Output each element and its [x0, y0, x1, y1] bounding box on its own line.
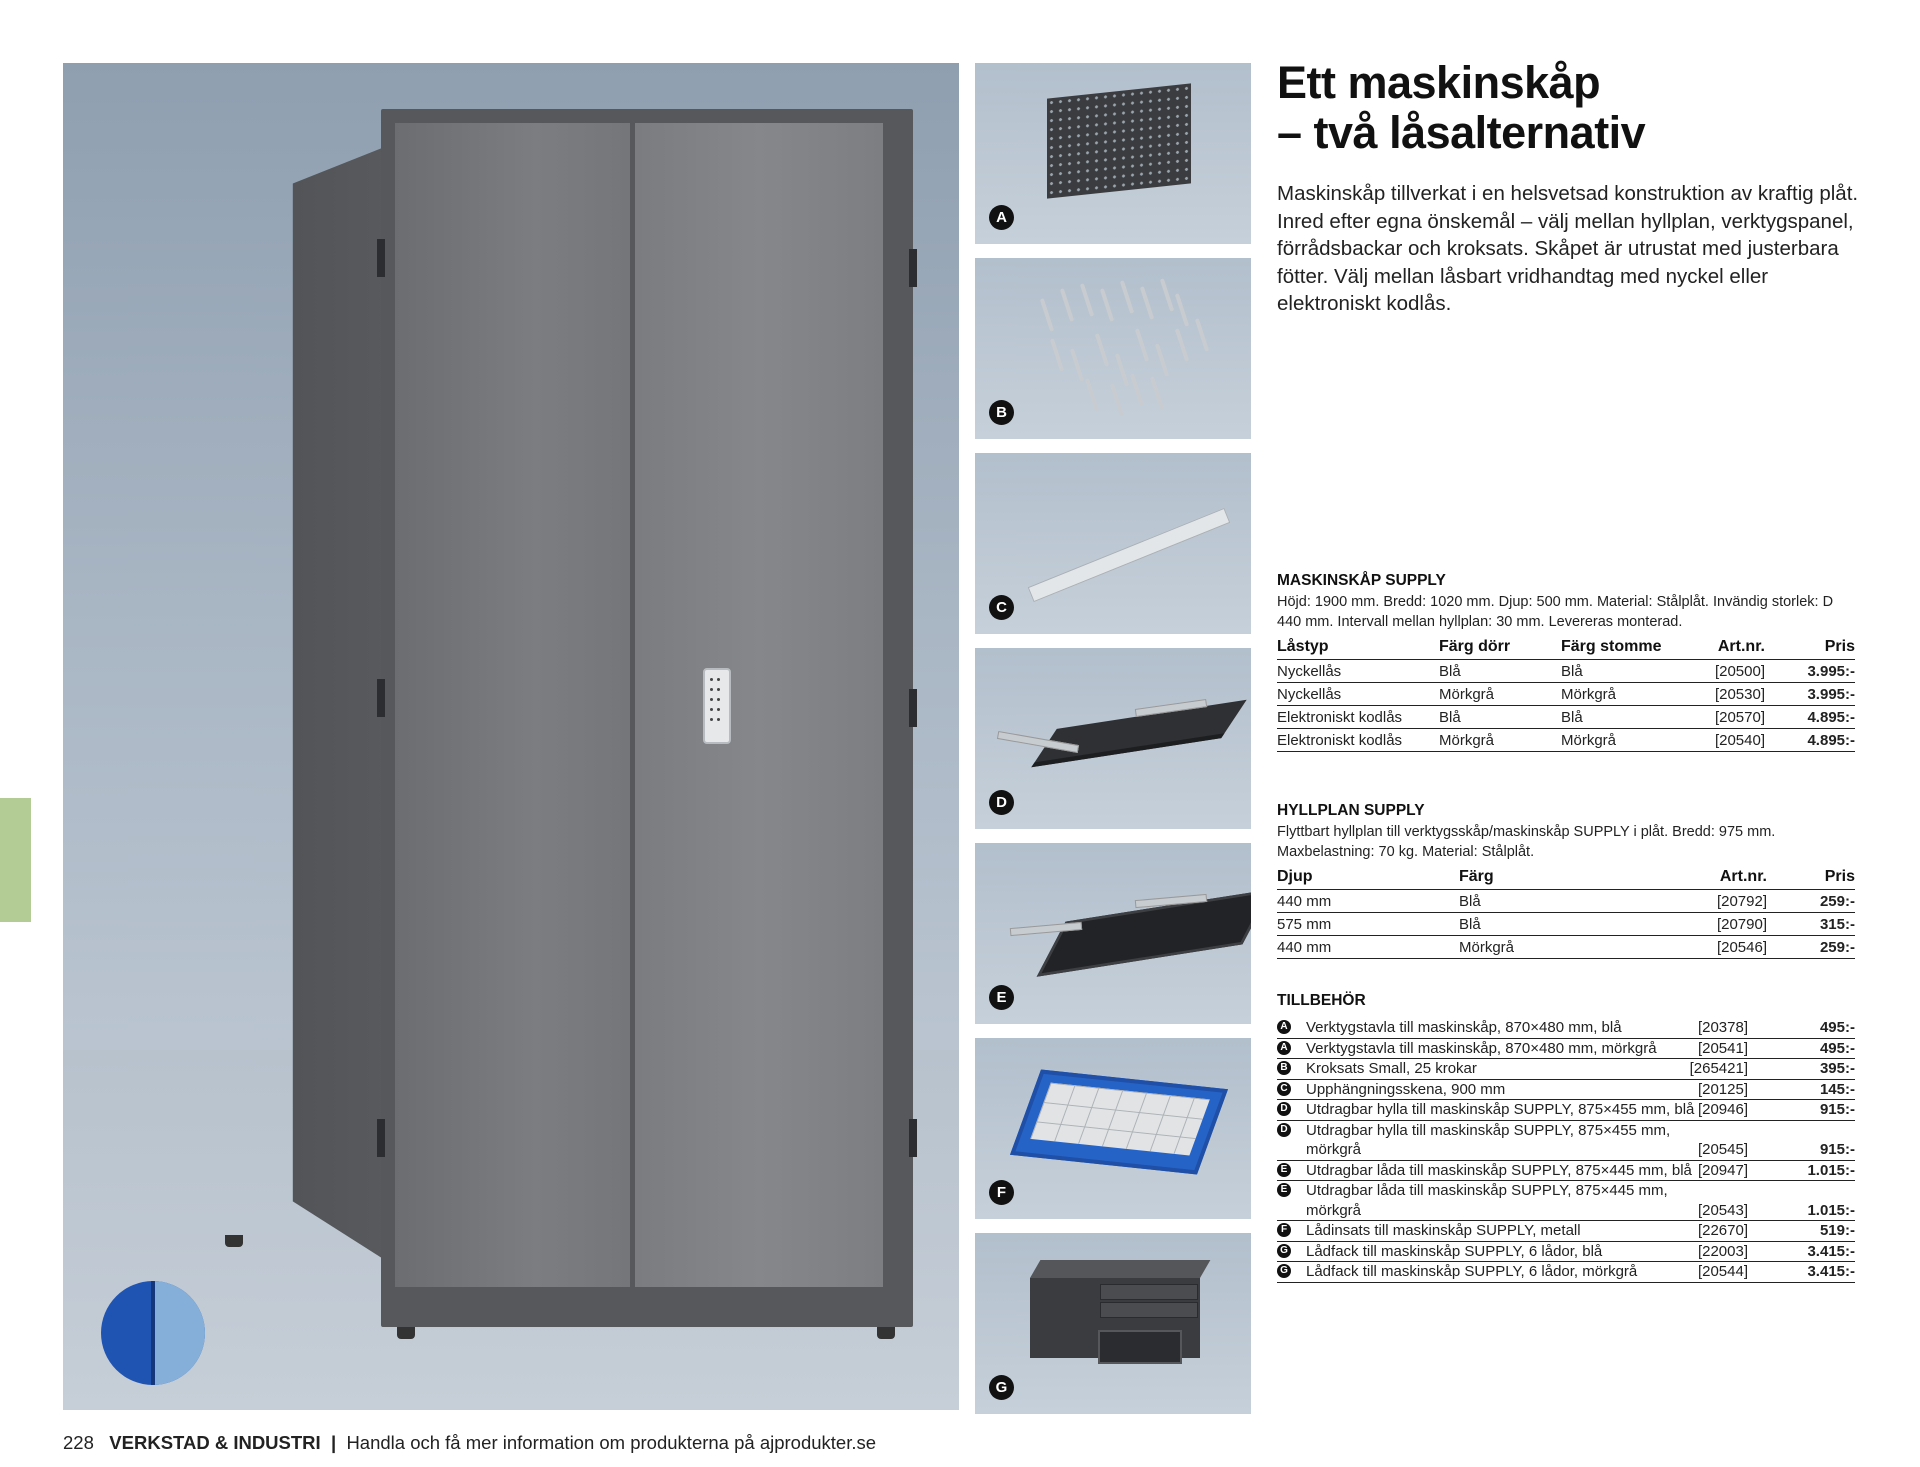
cabinet-left-door — [395, 123, 630, 1287]
badge-b: B — [989, 400, 1014, 425]
foot-icon — [397, 1327, 415, 1339]
price-cell: 259:- — [1767, 890, 1855, 913]
thumbnail-g — [975, 1233, 1251, 1414]
item-text: Verktygstavla till maskinskåp, 870×480 mm, blå — [1306, 1019, 1622, 1036]
table-cell: Blå — [1561, 660, 1681, 683]
table-cell: 575 mm — [1277, 913, 1459, 936]
letter-badge-icon: D — [1277, 1123, 1291, 1137]
hinge-icon — [909, 249, 917, 287]
table-cell: Elektroniskt kodlås — [1277, 706, 1439, 729]
item-art-nr: [20544] — [1697, 1263, 1748, 1280]
badge-d: D — [989, 790, 1014, 815]
column-header: Pris — [1767, 865, 1855, 890]
hinge-icon — [909, 689, 917, 727]
column-header: Färg — [1459, 865, 1679, 890]
thumbnail-b — [975, 258, 1251, 439]
shelf-description: Flyttbart hyllplan till verktygsskåp/maskinskåp SUPPLY i plåt. Bredd: 975 mm. Maxbelastning: 70 kg. Material: Stålplåt. — [1277, 824, 1776, 860]
table-cell: Mörkgrå — [1561, 683, 1681, 706]
letter-badge-icon: E — [1277, 1163, 1291, 1177]
cabinet-front — [381, 109, 913, 1327]
table-cell: Mörkgrå — [1561, 729, 1681, 752]
accessories-title: TILLBEHÖR — [1277, 992, 1366, 1009]
price-cell: 3.995:- — [1765, 660, 1855, 683]
letter-badge-icon: C — [1277, 1082, 1291, 1096]
item-price: 495:- — [1819, 1019, 1855, 1036]
page-footer — [63, 1432, 876, 1454]
page-number: 228 — [63, 1432, 94, 1453]
item-text: Lådfack till maskinskåp SUPPLY, 6 lådor, mörkgrå — [1306, 1263, 1638, 1280]
letter-badge-icon: G — [1277, 1264, 1291, 1278]
item-text: Utdragbar låda till maskinskåp SUPPLY, 875×445 mm, blå — [1306, 1161, 1692, 1179]
table-cell: [20540] — [1681, 729, 1765, 752]
column-header: Art.nr. — [1681, 635, 1765, 660]
badge-f: F — [989, 1180, 1014, 1205]
letter-badge-icon: F — [1277, 1223, 1291, 1237]
item-text: Lådinsats till maskinskåp SUPPLY, metall — [1306, 1222, 1581, 1239]
thumbnail-f — [975, 1038, 1251, 1219]
tray-icon — [1010, 1070, 1228, 1175]
item-art-nr: [20545] — [1697, 1141, 1748, 1158]
cabinet-table — [1277, 635, 1855, 752]
table-cell: Blå — [1459, 890, 1679, 913]
hinge-icon — [377, 679, 385, 717]
price-cell: 259:- — [1767, 936, 1855, 959]
list-item — [1277, 1080, 1855, 1101]
list-item — [1277, 1121, 1855, 1161]
shelf-section — [1277, 802, 1855, 959]
section-name: VERKSTAD & INDUSTRI — [109, 1432, 321, 1453]
page-title-line-2: – två låsalternativ — [1277, 107, 1646, 158]
table-row — [1277, 936, 1855, 959]
item-art-nr: [22670] — [1697, 1222, 1748, 1239]
table-cell: [20570] — [1681, 706, 1765, 729]
item-art-nr: [20378] — [1697, 1019, 1748, 1036]
table-cell: Mörkgrå — [1459, 936, 1679, 959]
item-price: 145:- — [1819, 1080, 1855, 1098]
list-item — [1277, 1262, 1855, 1283]
item-price: 519:- — [1819, 1222, 1855, 1239]
list-item — [1277, 1018, 1855, 1039]
item-text: Verktygstavla till maskinskåp, 870×480 mm, mörkgrå — [1306, 1039, 1657, 1057]
table-cell: Blå — [1439, 706, 1561, 729]
hinge-icon — [377, 239, 385, 277]
item-art-nr: [20947] — [1697, 1161, 1748, 1179]
foot-icon — [877, 1327, 895, 1339]
hinge-icon — [909, 1119, 917, 1157]
badge-g: G — [989, 1375, 1014, 1400]
column-header: Färg dörr — [1439, 635, 1561, 660]
footer-separator: | — [330, 1432, 337, 1453]
letter-badge-icon: B — [1277, 1061, 1291, 1075]
item-art-nr: [20125] — [1697, 1080, 1748, 1098]
hinge-icon — [377, 1119, 385, 1157]
table-cell: [20546] — [1679, 936, 1767, 959]
intro-text: Maskinskåp tillverkat i en helsvetsad konstruktion av kraftig plåt. Inred efter egna önskemål – välj mellan hyllplan, verktygspanel, förrådsbackar och kroksats. Skåpet är utrustat med justerbara fötter. Välj mellan låsbart vridhandtag med nyckel eller elektroniskt kodlås. — [1277, 182, 1859, 315]
rail-icon — [1028, 508, 1231, 602]
item-art-nr: [20543] — [1697, 1201, 1748, 1219]
column-header: Låstyp — [1277, 635, 1439, 660]
cabinet-right-door — [635, 123, 883, 1287]
table-cell: Mörkgrå — [1439, 683, 1561, 706]
keypad-lock-icon — [703, 668, 731, 744]
table-row — [1277, 683, 1855, 706]
item-text: Utdragbar låda till maskinskåp SUPPLY, 875×445 mm, mörkgrå — [1306, 1182, 1668, 1219]
letter-badge-icon: D — [1277, 1102, 1291, 1116]
item-price: 395:- — [1819, 1060, 1855, 1077]
thumbnail-e — [975, 843, 1251, 1024]
table-cell: Blå — [1439, 660, 1561, 683]
item-text: Utdragbar hylla till maskinskåp SUPPLY, 875×455 mm, blå — [1306, 1101, 1695, 1118]
price-cell: 4.895:- — [1765, 729, 1855, 752]
accessories-list — [1277, 1018, 1855, 1283]
table-header-row — [1277, 635, 1855, 660]
table-row — [1277, 890, 1855, 913]
section-color-tab — [0, 798, 31, 922]
table-row — [1277, 913, 1855, 936]
list-item — [1277, 1100, 1855, 1121]
table-cell: Nyckellås — [1277, 683, 1439, 706]
cabinet-description: Höjd: 1900 mm. Bredd: 1020 mm. Djup: 500 mm. Material: Stålplåt. Invändig storlek: D 440 mm. Intervall mellan hyllplan: 30 mm. Levereras monterad. — [1277, 594, 1834, 630]
table-cell: Mörkgrå — [1439, 729, 1561, 752]
letter-badge-icon: E — [1277, 1183, 1291, 1197]
table-cell: Blå — [1561, 706, 1681, 729]
column-header: Art.nr. — [1679, 865, 1767, 890]
table-row — [1277, 729, 1855, 752]
badge-a: A — [989, 205, 1014, 230]
shelf-table — [1277, 865, 1855, 959]
footer-text: Handla och få mer information om produkterna på ajprodukter.se — [346, 1432, 877, 1453]
column-header: Djup — [1277, 865, 1459, 890]
drawer-chest-icon — [1030, 1278, 1200, 1358]
badge-e: E — [989, 985, 1014, 1010]
foot-icon — [225, 1235, 243, 1247]
item-price: 1.015:- — [1807, 1161, 1855, 1179]
page-title-line-1: Ett maskinskåp — [1277, 57, 1601, 108]
thumbnail-c — [975, 453, 1251, 634]
list-item — [1277, 1059, 1855, 1080]
item-price: 3.415:- — [1807, 1242, 1855, 1260]
shelf-title: HYLLPLAN SUPPLY — [1277, 802, 1425, 819]
table-cell: 440 mm — [1277, 936, 1459, 959]
price-cell: 3.995:- — [1765, 683, 1855, 706]
table-cell: [20530] — [1681, 683, 1765, 706]
list-item — [1277, 1161, 1855, 1182]
item-price: 915:- — [1819, 1141, 1855, 1158]
letter-badge-icon: A — [1277, 1020, 1291, 1034]
pegboard-icon — [1047, 83, 1191, 198]
item-art-nr: [20946] — [1697, 1101, 1748, 1118]
badge-c: C — [989, 595, 1014, 620]
thumbnail-a — [975, 63, 1251, 244]
price-cell: 315:- — [1767, 913, 1855, 936]
price-cell: 4.895:- — [1765, 706, 1855, 729]
item-text: Lådfack till maskinskåp SUPPLY, 6 lådor, blå — [1306, 1242, 1603, 1260]
item-art-nr: [22003] — [1697, 1242, 1748, 1260]
column-header: Pris — [1765, 635, 1855, 660]
table-cell: 440 mm — [1277, 890, 1459, 913]
hero-cabinet-image — [63, 63, 959, 1410]
list-item — [1277, 1242, 1855, 1263]
table-cell: [20790] — [1679, 913, 1767, 936]
item-price: 495:- — [1819, 1039, 1855, 1057]
item-art-nr: [20541] — [1697, 1039, 1748, 1057]
item-text: Utdragbar hylla till maskinskåp SUPPLY, 875×455 mm, mörkgrå — [1306, 1121, 1671, 1158]
page-title — [1277, 58, 1877, 158]
table-cell: Nyckellås — [1277, 660, 1439, 683]
item-price: 1.015:- — [1807, 1201, 1855, 1219]
letter-badge-icon: A — [1277, 1041, 1291, 1055]
table-header-row — [1277, 865, 1855, 890]
table-row — [1277, 660, 1855, 683]
item-art-nr: [265421] — [1689, 1060, 1748, 1077]
cabinet-section — [1277, 572, 1855, 752]
list-item — [1277, 1221, 1855, 1242]
table-cell: [20792] — [1679, 890, 1767, 913]
letter-badge-icon: G — [1277, 1244, 1291, 1258]
item-text: Kroksats Small, 25 krokar — [1306, 1060, 1477, 1077]
table-cell: Elektroniskt kodlås — [1277, 729, 1439, 752]
thumbnail-d — [975, 648, 1251, 829]
cabinet-title: MASKINSKÅP SUPPLY — [1277, 572, 1446, 589]
table-row — [1277, 706, 1855, 729]
list-item — [1277, 1039, 1855, 1060]
item-text: Upphängningsskena, 900 mm — [1306, 1080, 1506, 1098]
list-item — [1277, 1181, 1855, 1221]
item-price: 3.415:- — [1807, 1263, 1855, 1280]
table-cell: [20500] — [1681, 660, 1765, 683]
column-header: Färg stomme — [1561, 635, 1681, 660]
table-cell: Blå — [1459, 913, 1679, 936]
item-price: 915:- — [1819, 1101, 1855, 1118]
color-swatch-icon — [101, 1281, 205, 1385]
